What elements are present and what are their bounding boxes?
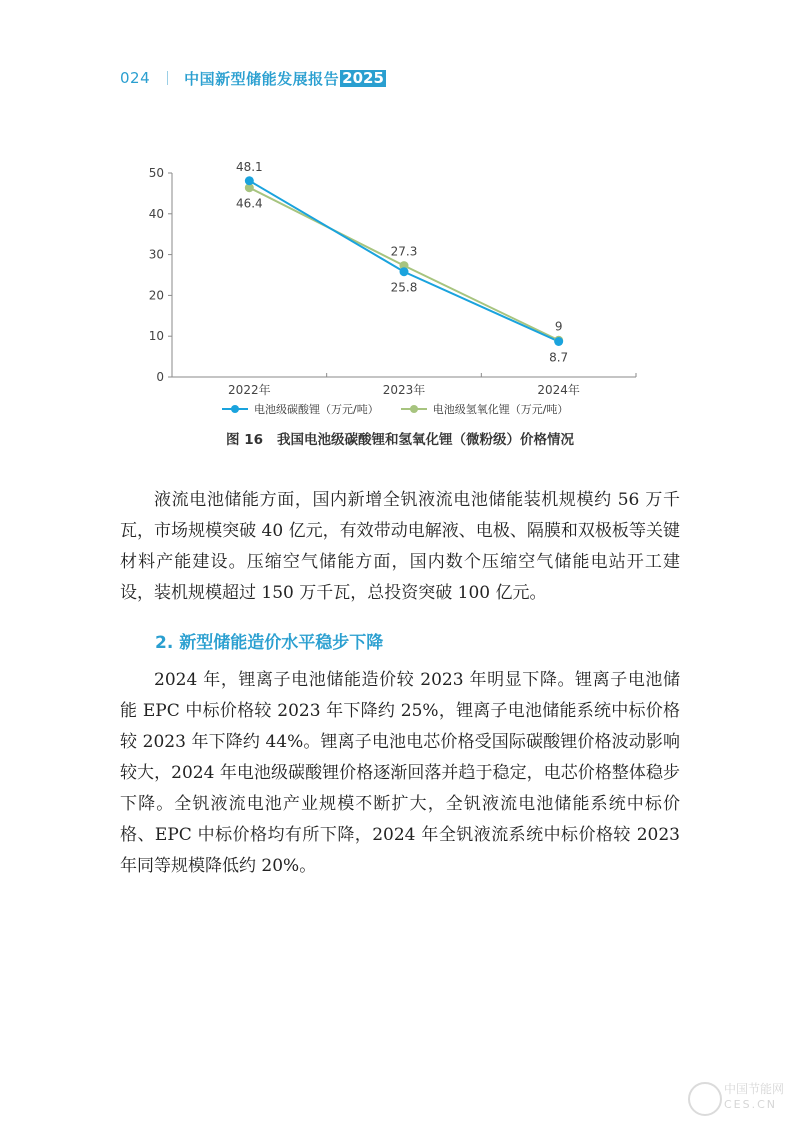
x-tick-label: 2022年 [228, 383, 271, 397]
y-tick-label: 10 [148, 329, 164, 344]
chart-legend [222, 401, 590, 417]
section-heading: 2. 新型储能造价水平稳步下降 [155, 633, 384, 653]
figure-caption [0, 428, 800, 448]
x-tick-label: 2023年 [382, 383, 426, 397]
y-tick-label: 50 [148, 166, 164, 180]
page-number: 024 [120, 69, 151, 87]
data-label: 8.7 [549, 350, 569, 365]
legend-label: 电池级氢氧化锂（万元/吨） [432, 403, 569, 416]
legend-label: 电池级碳酸锂（万元/吨） [254, 403, 379, 416]
y-tick-label: 30 [148, 247, 164, 262]
data-label: 9 [554, 319, 563, 334]
figure-title: 我国电池级碳酸锂和氢氧化锂（微粉级）价格情况 [277, 432, 574, 448]
data-label: 48.1 [235, 159, 263, 174]
watermark [688, 1078, 796, 1118]
data-label: 27.3 [390, 244, 418, 259]
legend-marker-icon [401, 404, 427, 414]
watermark-cn: 中国节能网 [724, 1082, 785, 1096]
y-tick-label: 40 [148, 206, 164, 221]
y-tick-label: 20 [148, 288, 164, 303]
data-point [400, 267, 409, 276]
paragraph-flow-battery [120, 485, 680, 609]
price-line-chart [0, 0, 800, 460]
paragraph-cost-decline [120, 665, 680, 882]
y-tick-label: 0 [156, 370, 164, 384]
ces-logo-icon [688, 1082, 722, 1116]
paragraph: 液流电池储能方面，国内新增全钒液流电池储能装机规模约 56 万千瓦，市场规模突破 40 亿元，有效带动电解液、电极、隔膜和双极板等关键材料产能建设。压缩空气储能方面，国内数个压缩空气储能电站开工建设，装机规模超过 150 万千瓦，总投资突破 100 亿元。 [120, 490, 680, 603]
data-point [554, 337, 563, 346]
data-label: 25.8 [390, 280, 418, 295]
chart-canvas [0, 0, 800, 400]
figure-number: 图 16 [226, 432, 263, 448]
x-tick-label: 2024年 [537, 383, 580, 397]
legend-item-lithium-hydroxide [401, 401, 569, 417]
data-label: 46.4 [235, 196, 263, 211]
data-point [245, 176, 254, 185]
report-title: 中国新型储能发展报告 [184, 69, 340, 88]
report-year-badge: 2025 [342, 68, 384, 87]
watermark-en: CES.CN [724, 1098, 778, 1111]
legend-marker-icon [222, 404, 248, 414]
legend-item-lithium-carbonate [222, 401, 379, 417]
paragraph: 2024 年，锂离子电池储能造价较 2023 年明显下降。锂离子电池储能 EPC 中标价格较 2023 年下降约 25%，锂离子电池储能系统中标价格较 2023 年下降约 44%。锂离子电池电芯价格受国际碳酸锂价格波动影响较大，2024 年电池级碳酸锂价格逐渐回落并趋于稳定，电芯价格整体稳步下降。全钒液流电池产业规模不断扩大，全钒液流电池储能系统中标价格、EPC 中标价格均有所下降，2024 年全钒液流系统中标价格较 2023 年同等规模降低约 20%。 [120, 670, 680, 876]
